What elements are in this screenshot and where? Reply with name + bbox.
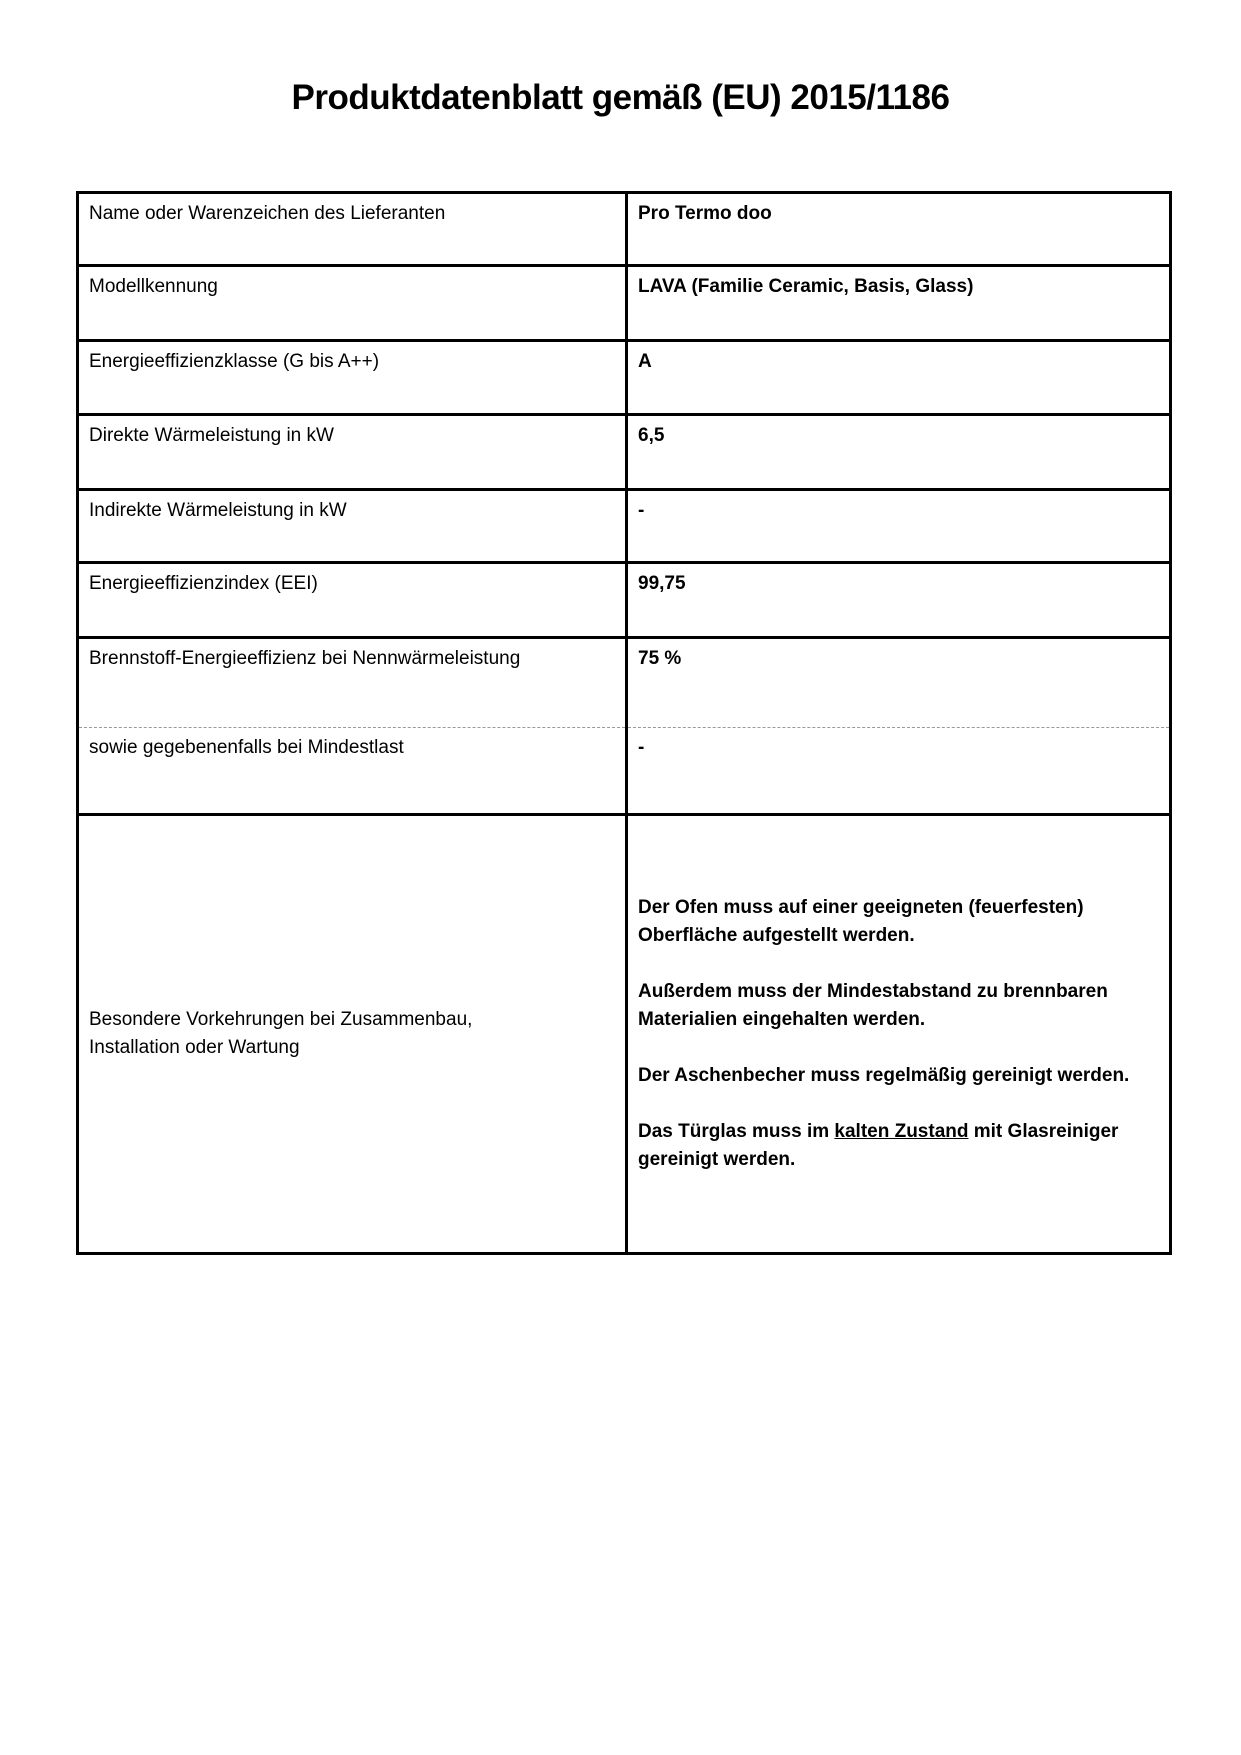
row-label: Indirekte Wärmeleistung in kW xyxy=(78,490,627,563)
table-row xyxy=(78,728,1171,815)
note-text: Das Türglas muss im xyxy=(638,1121,835,1142)
row-value: 75 % xyxy=(627,638,1171,728)
row-label: sowie gegebenenfalls bei Mindestlast xyxy=(78,728,627,815)
table-row xyxy=(78,415,1171,490)
row-label: Energieeffizienzindex (EEI) xyxy=(78,563,627,638)
notes-label-line2: Installation oder Wartung xyxy=(89,1037,300,1058)
row-label: Energieeffizienzklasse (G bis A++) xyxy=(78,341,627,415)
table-row xyxy=(78,266,1171,341)
row-label: Direkte Wärmeleistung in kW xyxy=(78,415,627,490)
table-row xyxy=(78,563,1171,638)
page-title: Produktdatenblatt gemäß (EU) 2015/1186 xyxy=(291,78,950,117)
row-value: A xyxy=(627,341,1171,415)
table-row xyxy=(78,341,1171,415)
table-row xyxy=(78,193,1171,266)
row-value: - xyxy=(627,728,1171,815)
product-data-table xyxy=(76,191,1172,1255)
row-value: LAVA (Familie Ceramic, Basis, Glass) xyxy=(627,266,1171,341)
notes-label-line1: Besondere Vorkehrungen bei Zusammenbau, xyxy=(89,1009,473,1030)
table-row xyxy=(78,638,1171,728)
note-paragraph: Außerdem muss der Mindestabstand zu brennbaren Materialien eingehalten werden. xyxy=(638,981,1108,1030)
row-label: Modellkennung xyxy=(78,266,627,341)
note-paragraph: Der Ofen muss auf einer geeigneten (feuerfesten) Oberfläche aufgestellt werden. xyxy=(638,897,1084,946)
table-row-notes xyxy=(78,815,1171,1254)
row-value: 6,5 xyxy=(627,415,1171,490)
notes-value xyxy=(627,815,1171,1254)
row-label: Brennstoff-Energieeffizienz bei Nennwärmeleistung xyxy=(78,638,627,728)
notes-label xyxy=(78,815,627,1254)
note-text: mit Glasreiniger gereinigt werden. xyxy=(638,1121,1119,1170)
row-value: 99,75 xyxy=(627,563,1171,638)
note-paragraph xyxy=(638,1118,1159,1174)
note-paragraph: Der Aschenbecher muss regelmäßig gereinigt werden. xyxy=(638,1065,1130,1086)
row-value: - xyxy=(627,490,1171,563)
row-label: Name oder Warenzeichen des Lieferanten xyxy=(78,193,627,266)
row-value: Pro Termo doo xyxy=(627,193,1171,266)
note-underlined-text: kalten Zustand xyxy=(834,1121,969,1142)
table-row xyxy=(78,490,1171,563)
